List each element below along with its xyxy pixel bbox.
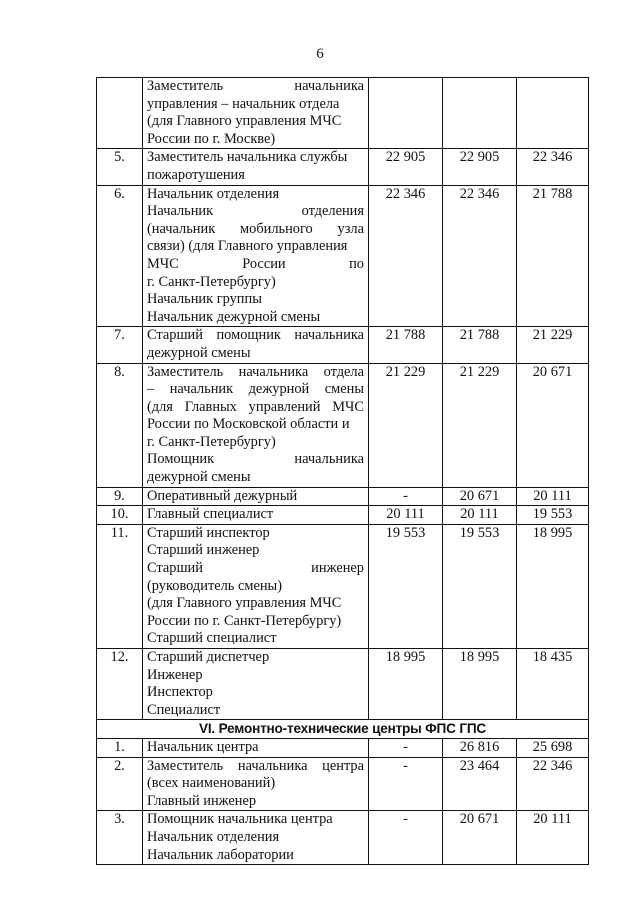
- salary-value-2: 26 816: [443, 738, 517, 757]
- row-number: 5.: [97, 149, 143, 185]
- row-number: 12.: [97, 649, 143, 720]
- salary-value-1: 19 553: [369, 524, 443, 648]
- salary-value-2: 21 788: [443, 327, 517, 363]
- position-title: [143, 149, 369, 185]
- table-row: [97, 327, 589, 363]
- position-title-line: Начальник отделения: [147, 828, 280, 845]
- salary-value-3: 21 788: [517, 185, 589, 327]
- section-header-row: [97, 720, 589, 739]
- row-number: 10.: [97, 506, 143, 525]
- position-title: [143, 487, 369, 506]
- row-number: 8.: [97, 363, 143, 487]
- position-title-line: связи) (для Главного управления: [147, 238, 348, 255]
- position-title: [143, 811, 369, 865]
- position-title-line: Заместитель начальника центра: [147, 757, 364, 774]
- position-title-line: Заместитель начальника: [147, 78, 364, 94]
- salary-table-body: [97, 78, 589, 865]
- position-title-line: Старший инспектор: [147, 524, 270, 541]
- position-title-line: Помощник начальника центра: [147, 811, 333, 828]
- salary-value-2: 19 553: [443, 524, 517, 648]
- salary-value-2: 20 111: [443, 506, 517, 525]
- position-title-line: (для Главных управлений МЧС: [147, 398, 364, 415]
- position-title-line: России по г. Санкт-Петербургу): [147, 612, 342, 629]
- salary-value-1: 20 111: [369, 506, 443, 525]
- position-title: [143, 524, 369, 648]
- position-title: [143, 327, 369, 363]
- table-row: [97, 811, 589, 865]
- salary-value-3: 19 553: [517, 506, 589, 525]
- position-title-line: Заместитель начальника отдела: [147, 363, 364, 380]
- salary-value-1: -: [369, 487, 443, 506]
- position-title-line: России по г. Москве): [147, 130, 276, 147]
- row-number: 11.: [97, 524, 143, 648]
- table-row: [97, 363, 589, 487]
- position-title-line: Заместитель начальника службы: [147, 149, 348, 166]
- position-title-line: России по Московской области и: [147, 416, 350, 433]
- position-title-line: (для Главного управления МЧС: [147, 113, 342, 130]
- salary-value-1: [369, 78, 443, 149]
- salary-value-2: 21 229: [443, 363, 517, 487]
- position-title-line: Специалист: [147, 701, 221, 718]
- salary-value-2: 22 905: [443, 149, 517, 185]
- position-title-line: Помощник начальника: [147, 451, 364, 468]
- position-title-line: дежурной смены: [147, 469, 251, 486]
- table-row: [97, 487, 589, 506]
- salary-value-1: 21 788: [369, 327, 443, 363]
- position-title-line: г. Санкт-Петербургу): [147, 433, 276, 450]
- table-row: [97, 524, 589, 648]
- position-title-line: Главный инженер: [147, 792, 257, 809]
- salary-value-3: 20 111: [517, 811, 589, 865]
- salary-value-1: -: [369, 811, 443, 865]
- salary-value-2: 20 671: [443, 811, 517, 865]
- salary-value-3: 18 435: [517, 649, 589, 720]
- position-title-line: Старший помощник начальника: [147, 327, 364, 344]
- row-number: 9.: [97, 487, 143, 506]
- salary-value-2: 20 671: [443, 487, 517, 506]
- salary-value-2: 18 995: [443, 649, 517, 720]
- position-title-line: – начальник дежурной смены: [147, 381, 364, 398]
- position-title-line: (всех наименований): [147, 775, 276, 792]
- row-number: 1.: [97, 738, 143, 757]
- salary-value-3: 20 671: [517, 363, 589, 487]
- position-title-line: управления – начальник отдела: [147, 95, 340, 112]
- table-row: [97, 649, 589, 720]
- position-title: [143, 649, 369, 720]
- position-title-line: Инженер: [147, 666, 203, 683]
- row-number: 7.: [97, 327, 143, 363]
- position-title-line: Начальник отделения: [147, 185, 280, 202]
- salary-value-3: 20 111: [517, 487, 589, 506]
- page-number: 6: [316, 46, 324, 62]
- position-title-line: Старший диспетчер: [147, 649, 270, 665]
- salary-value-1: 21 229: [369, 363, 443, 487]
- row-number: 3.: [97, 811, 143, 865]
- position-title-line: Старший специалист: [147, 630, 277, 647]
- salary-value-1: 22 346: [369, 185, 443, 327]
- table-row: [97, 506, 589, 525]
- salary-value-1: 18 995: [369, 649, 443, 720]
- salary-value-3: 22 346: [517, 757, 589, 811]
- row-number: [97, 78, 143, 149]
- salary-table: [96, 77, 589, 865]
- salary-value-3: 18 995: [517, 524, 589, 648]
- salary-value-2: 22 346: [443, 185, 517, 327]
- salary-value-2: 23 464: [443, 757, 517, 811]
- salary-value-2: [443, 78, 517, 149]
- position-title-line: Начальник отделения: [147, 203, 364, 220]
- position-title: [143, 78, 369, 149]
- table-row: [97, 185, 589, 327]
- table-row: [97, 757, 589, 811]
- table-row: [97, 78, 589, 149]
- position-title-line: Начальник центра: [147, 738, 259, 755]
- position-title-line: Начальник дежурной смены: [147, 308, 321, 325]
- position-title-line: Главный специалист: [147, 506, 274, 523]
- position-title: [143, 757, 369, 811]
- position-title-line: Оперативный дежурный: [147, 487, 298, 504]
- table-row: [97, 738, 589, 757]
- position-title-line: г. Санкт-Петербургу): [147, 273, 276, 290]
- salary-value-1: -: [369, 738, 443, 757]
- position-title-line: Начальник группы: [147, 291, 262, 308]
- position-title-line: (для Главного управления МЧС: [147, 595, 342, 612]
- position-title-line: Старший инженер: [147, 542, 260, 559]
- salary-value-3: 22 346: [517, 149, 589, 185]
- table-row: [97, 149, 589, 185]
- position-title-line: МЧС России по: [147, 255, 364, 272]
- row-number: 2.: [97, 757, 143, 811]
- salary-value-3: 25 698: [517, 738, 589, 757]
- position-title: [143, 363, 369, 487]
- position-title-line: Инспектор: [147, 684, 213, 701]
- salary-value-1: -: [369, 757, 443, 811]
- position-title-line: (руководитель смены): [147, 577, 283, 594]
- position-title-line: Начальник лаборатории: [147, 846, 294, 863]
- position-title-line: Старший инженер: [147, 560, 364, 577]
- row-number: 6.: [97, 185, 143, 327]
- position-title-line: дежурной смены: [147, 344, 251, 361]
- salary-value-3: [517, 78, 589, 149]
- position-title: [143, 506, 369, 525]
- position-title-line: (начальник мобильного узла: [147, 220, 364, 237]
- salary-value-1: 22 905: [369, 149, 443, 185]
- salary-value-3: 21 229: [517, 327, 589, 363]
- section-title: VI. Ремонтно-технические центры ФПС ГПС: [97, 720, 589, 739]
- position-title: [143, 738, 369, 757]
- position-title-line: пожаротушения: [147, 166, 245, 183]
- position-title: [143, 185, 369, 327]
